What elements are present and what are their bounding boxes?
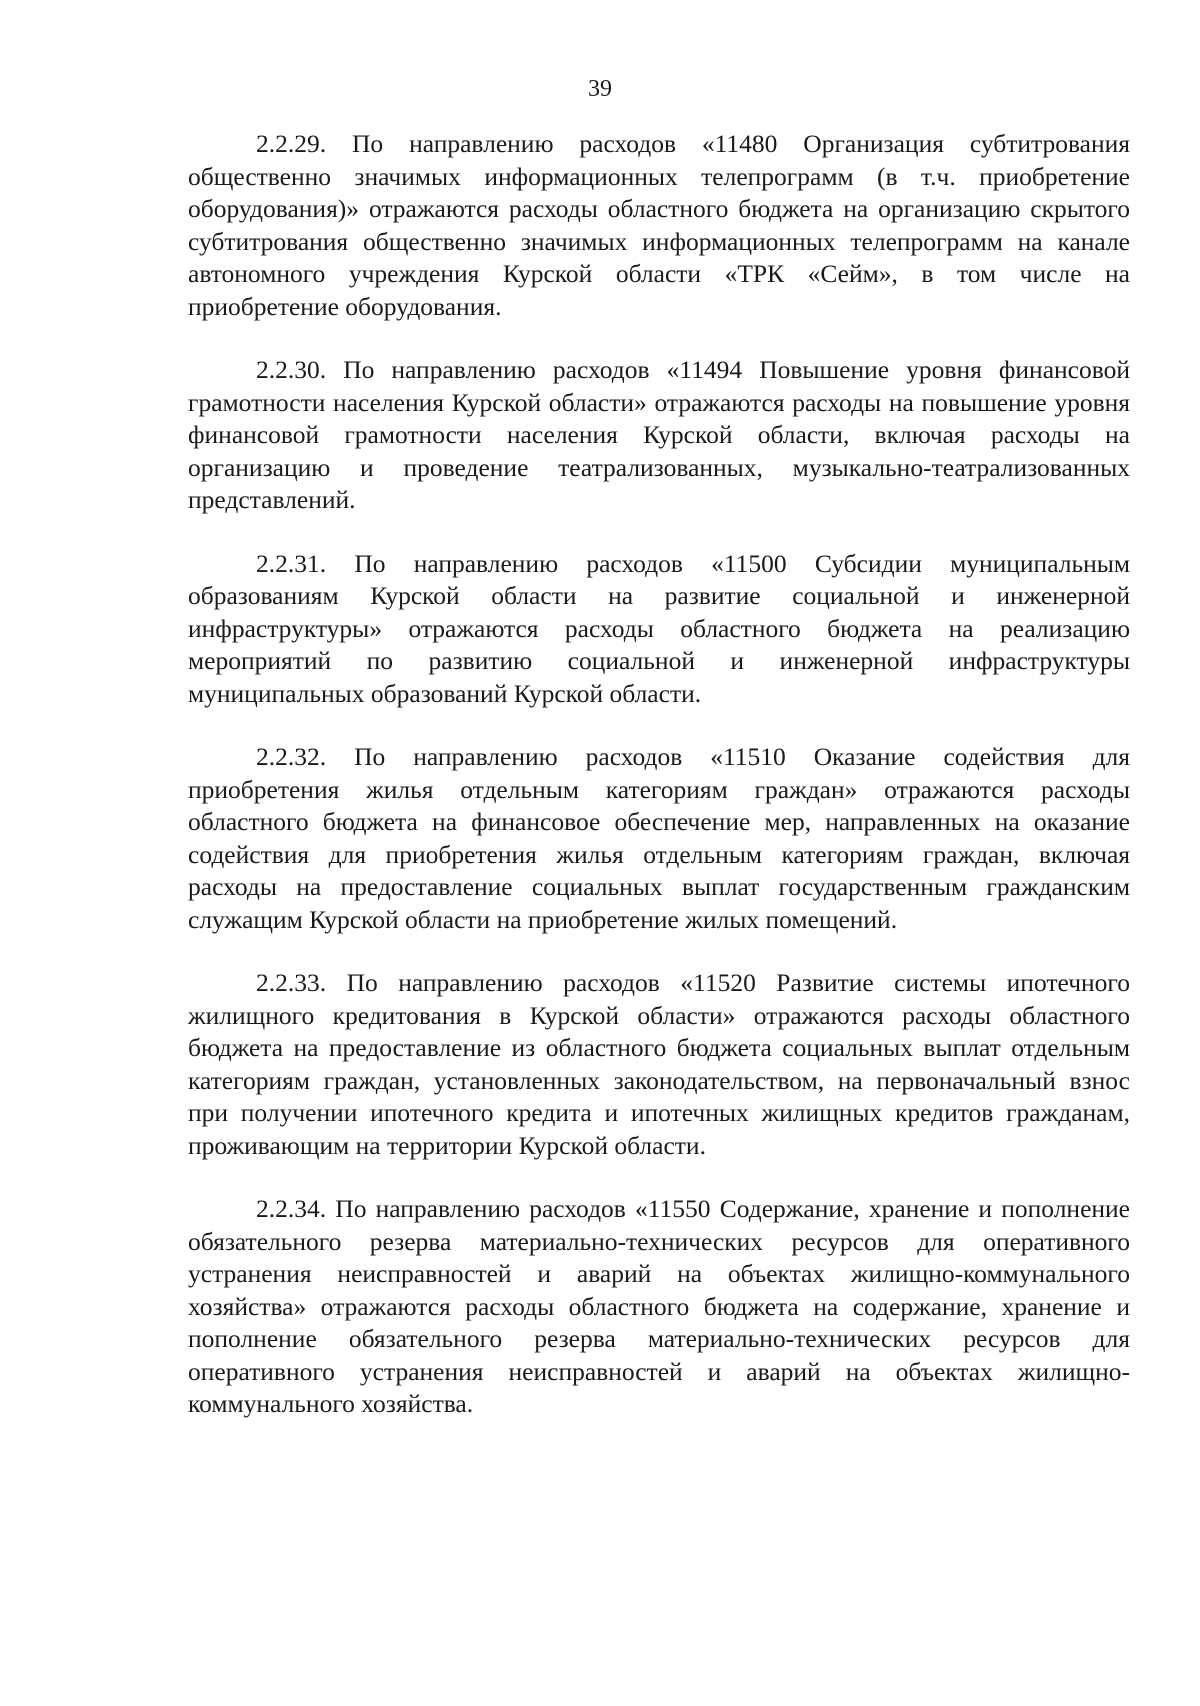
page-number: 39 <box>588 76 612 102</box>
paragraph-text: По направлению расходов «11510 Оказание содействия для приобретения жилья отдельным категориям граждан» отражаются расходы областного бюджета на финансовое обеспечение мер, направленных на оказание содействия для приобретения жилья отдельным категориям граждан, включая расходы на предоставление социальных выплат государственным гражданским служащим Курской области на приобретение жилых помещений. <box>188 742 1131 934</box>
paragraph-number: 2.2.34. <box>256 1194 327 1223</box>
paragraph-2-2-33 <box>188 967 1130 1162</box>
paragraph-text: По направлению расходов «11550 Содержание, хранение и пополнение обязательного резерва материально-технических ресурсов для оперативного устранения неисправностей и аварий на объектах жилищно-коммунального хозяйства» отражаются расходы областного бюджета на содержание, хранение и пополнение обязательного резерва материально-технических ресурсов для оперативного устранения неисправностей и аварий на объектах жилищно-коммунального хозяйства. <box>188 1194 1130 1418</box>
document-body <box>188 128 1130 1452</box>
paragraph-number: 2.2.31. <box>256 548 327 578</box>
paragraph-number: 2.2.30. <box>256 355 327 384</box>
paragraph-number: 2.2.32. <box>256 742 327 771</box>
paragraph-text: По направлению расходов «11480 Организация субтитрования общественно значимых информационных телепрограмм (в т.ч. приобретение оборудования)» отражаются расходы областного бюджета на организацию скрытого субтитрования общественно значимых информационных телепрограмм на канале автономного учреждения Курской области «ТРК «Сейм», в том числе на приобретение оборудования. <box>188 129 1130 321</box>
paragraph-text: По направлению расходов «11494 Повышение уровня финансовой грамотности населения Курской области» отражаются расходы на повышение уровня финансовой грамотности населения Курской области, включая расходы на организацию и проведение театрализованных, музыкально-театрализованных представлений. <box>188 355 1130 514</box>
paragraph-number: 2.2.33. <box>256 968 327 997</box>
paragraph-2-2-30 <box>188 354 1130 517</box>
paragraph-text: По направлению расходов «11500 Субсидии муниципальным образованиям Курской области на развитие социальной и инженерной инфраструктуры» отражаются расходы областного бюджета на реализацию мероприятий по развитию социальной и инженерной инфраструктуры муниципальных образований Курской области. <box>188 548 1131 708</box>
paragraph-2-2-32 <box>188 741 1130 936</box>
paragraph-2-2-31 <box>188 548 1130 711</box>
paragraph-2-2-34 <box>188 1193 1130 1421</box>
paragraph-2-2-29 <box>188 128 1130 323</box>
paragraph-text: По направлению расходов «11520 Развитие системы ипотечного жилищного кредитования в Курской области» отражаются расходы областного бюджета на предоставление из областного бюджета социальных выплат отдельным категориям граждан, установленных законодательством, на первоначальный взнос при получении ипотечного кредита и ипотечных жилищных кредитов гражданам, проживающим на территории Курской области. <box>188 968 1130 1160</box>
paragraph-number: 2.2.29. <box>256 129 327 158</box>
